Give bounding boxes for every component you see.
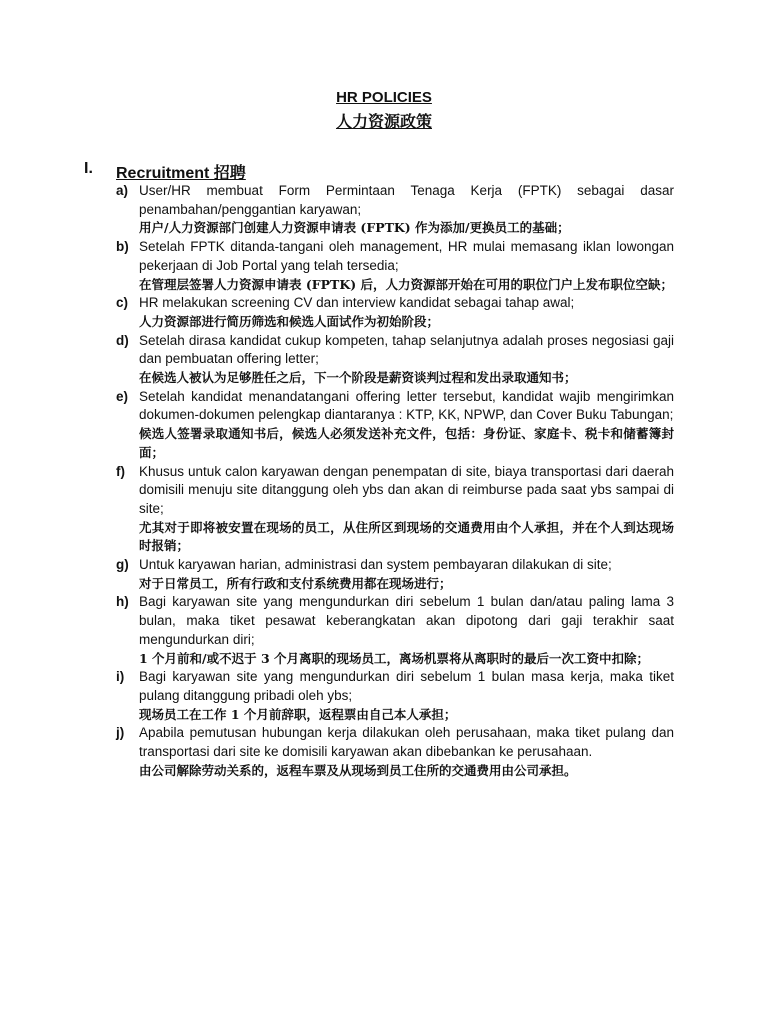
policy-item-j <box>116 724 674 780</box>
item-text-chinese: 在管理层签署人力资源申请表 (FPTK) 后，人力资源部开始在可用的职位门户上发布职位空缺； <box>139 276 673 292</box>
item-text-chinese: 1 个月前和/或不迟于 3 个月离职的现场员工，离场机票将从离职时的最后一次工资中扣除； <box>139 650 650 666</box>
policy-item-h <box>116 593 674 668</box>
policy-item-e <box>116 388 674 463</box>
policy-item-i <box>116 668 674 724</box>
policy-item-d <box>116 332 674 388</box>
item-label: f) <box>116 463 125 479</box>
item-label: h) <box>116 594 129 610</box>
item-label: g) <box>116 557 129 573</box>
item-text-chinese: 用户/人力资源部门创建人力资源申请表 (FPTK) 作为添加/更换员工的基础； <box>139 220 570 236</box>
item-text-indonesian: Bagi karyawan site yang mengundurkan diri sebelum 1 bulan masa kerja, maka tiket pulang ditanggung pribadi oleh ybs; <box>139 669 674 703</box>
item-text-chinese: 人力资源部进行简历筛选和候选人面试作为初始阶段； <box>139 313 440 329</box>
item-label: a) <box>116 183 129 198</box>
section-heading: Recruitment 招聘 <box>116 165 246 182</box>
item-text-indonesian: User/HR membuat Form Permintaan Tenaga Kerja (FPTK) sebagai dasar penambahan/penggantian karyawan; <box>139 183 674 217</box>
policy-item-b <box>116 238 674 294</box>
item-text-chinese: 现场员工在工作 1 个月前辞职，返程票由自己本人承担； <box>139 706 457 722</box>
item-text-indonesian: Setelah kandidat menandatangani offering letter tersebut, kandidat wajib mengirimkan dokumen-dokumen pelengkap diantaranya : KTP, KK, NPWP, dan Cover Buku Tabungan; <box>139 388 674 423</box>
policy-item-a <box>116 182 674 238</box>
document-title: HR POLICIES <box>336 89 432 106</box>
section-number: I. <box>84 160 93 177</box>
item-label: c) <box>116 295 129 311</box>
item-text-indonesian: HR melakukan screening CV dan interview kandidat sebagai tahap awal; <box>139 295 575 311</box>
item-text-indonesian: Setelah FPTK ditanda-tangani oleh management, HR mulai memasang iklan lowongan pekerjaan di Job Portal yang telah tersedia; <box>139 239 674 273</box>
item-label: e) <box>116 388 129 404</box>
policy-item-c <box>116 294 674 331</box>
item-text-chinese: 尤其对于即将被安置在现场的员工，从住所区到现场的交通费用由个人承担，并在个人到达现场时报销； <box>139 519 674 554</box>
item-text-indonesian: Khusus untuk calon karyawan dengan penempatan di site, biaya transportasi dari daerah domisili menuju site ditanggung oleh ybs dan akan di reimburse pada saat ybs sampai di site; <box>139 463 674 516</box>
item-label: j) <box>116 725 125 741</box>
item-label: b) <box>116 239 129 255</box>
item-label: i) <box>116 669 125 685</box>
item-text-chinese: 在候选人被认为足够胜任之后，下一个阶段是薪资谈判过程和发出录取通知书； <box>139 370 577 386</box>
item-label: d) <box>116 332 129 348</box>
item-text-chinese: 候选人签署录取通知书后，候选人必须发送补充文件，包括：身份证、家庭卡、税卡和储蓄簿封面； <box>139 426 674 460</box>
item-text-chinese: 由公司解除劳动关系的，返程车票及从现场到员工住所的交通费用由公司承担。 <box>139 762 577 778</box>
document-subtitle: 人力资源政策 <box>335 114 432 131</box>
policy-list <box>116 182 674 781</box>
item-text-indonesian: Apabila pemutusan hubungan kerja dilakukan oleh perusahaan, maka tiket pulang dan transportasi dari site ke domisili karyawan akan dibebankan ke perusahaan. <box>139 725 674 760</box>
item-text-indonesian: Untuk karyawan harian, administrasi dan system pembayaran dilakukan di site; <box>139 557 612 573</box>
policy-item-g <box>116 556 674 593</box>
item-text-indonesian: Bagi karyawan site yang mengundurkan diri sebelum 1 bulan dan/atau paling lama 3 bulan, maka tiket pesawat keberangkatan akan dipotong dari gaji terakhir saat mengundurkan diri; <box>139 594 674 647</box>
policy-item-f <box>116 463 674 557</box>
item-text-chinese: 对于日常员工，所有行政和支付系统费用都在现场进行； <box>139 575 452 591</box>
item-text-indonesian: Setelah dirasa kandidat cukup kompeten, tahap selanjutnya adalah proses negosiasi gaji dan pembuatan offering letter; <box>139 332 674 367</box>
